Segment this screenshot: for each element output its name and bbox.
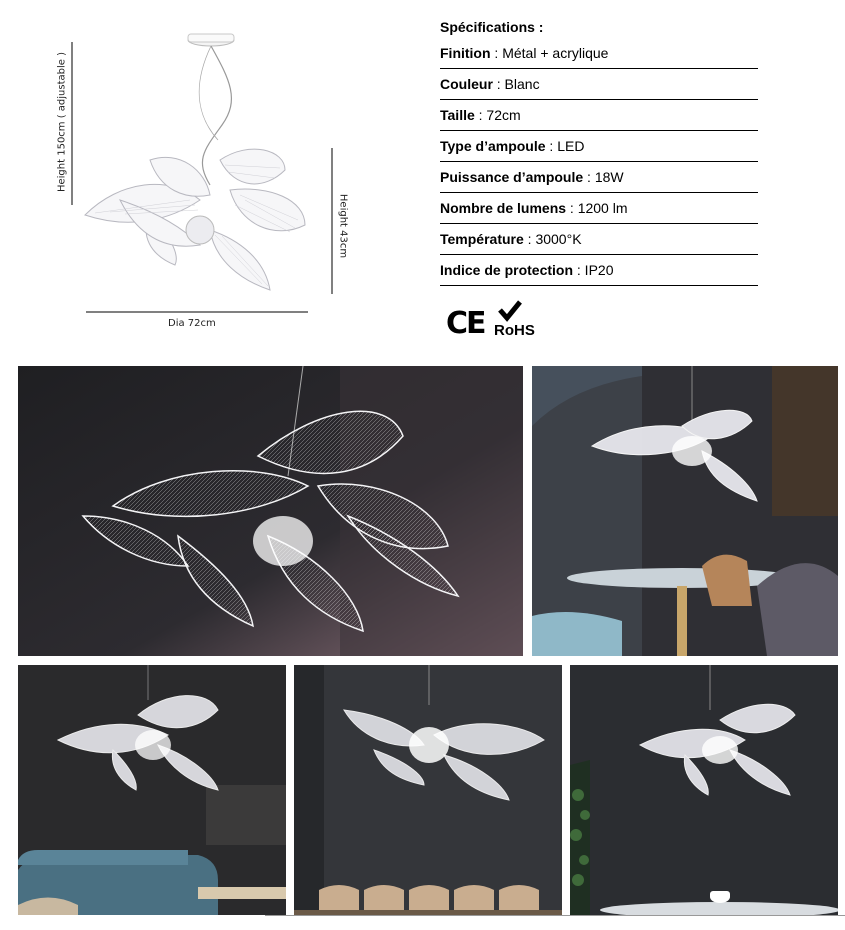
spec-value: : 3000°K — [523, 231, 582, 247]
spec-row-protection — [440, 255, 758, 286]
spec-label: Couleur — [440, 76, 493, 92]
photo-dark-room-front — [294, 665, 562, 915]
spec-row-bulb-power — [440, 162, 758, 193]
spec-row-bulb-type — [440, 131, 758, 162]
spec-label: Finition — [440, 45, 491, 61]
spec-value: : 1200 lm — [566, 200, 628, 216]
spec-value: : IP20 — [573, 262, 614, 278]
photo-dining-corner — [570, 665, 838, 915]
diameter-label: Dia 72cm — [168, 318, 216, 329]
certification-marks — [446, 300, 556, 344]
rohs-mark: RoHS — [494, 322, 535, 339]
spec-row-temperature — [440, 224, 758, 255]
dimension-diagram — [0, 0, 420, 345]
specifications-title: Spécifications : — [440, 19, 544, 35]
spec-value: : 72cm — [474, 107, 521, 123]
photo-dining-room — [532, 366, 838, 656]
ce-mark-icon: CE — [446, 306, 485, 341]
spec-row-color — [440, 69, 758, 100]
spec-row-lumens — [440, 193, 758, 224]
photo-closeup-dark-wall — [18, 366, 523, 656]
spec-label: Puissance d’ampoule — [440, 169, 584, 185]
bottom-divider — [265, 915, 845, 916]
spec-label: Indice de protection — [440, 262, 574, 278]
height-label: Height 43cm — [337, 193, 349, 259]
spec-label: Nombre de lumens — [440, 200, 567, 216]
spec-row-size — [440, 100, 758, 131]
spec-value: : Métal + acrylique — [490, 45, 609, 61]
spec-value: : LED — [545, 138, 585, 154]
rohs-check-icon — [498, 300, 522, 322]
spec-label: Taille — [440, 107, 475, 123]
photo-living-room-sofa — [18, 665, 286, 915]
spec-value: : Blanc — [492, 76, 540, 92]
height-adjustable-label: Height 150cm ( adjustable ) — [56, 51, 68, 193]
specifications-table — [440, 16, 758, 286]
spec-label: Type d’ampoule — [440, 138, 546, 154]
spec-label: Température — [440, 231, 524, 247]
spec-value: : 18W — [583, 169, 624, 185]
spec-row-finish — [440, 38, 758, 69]
